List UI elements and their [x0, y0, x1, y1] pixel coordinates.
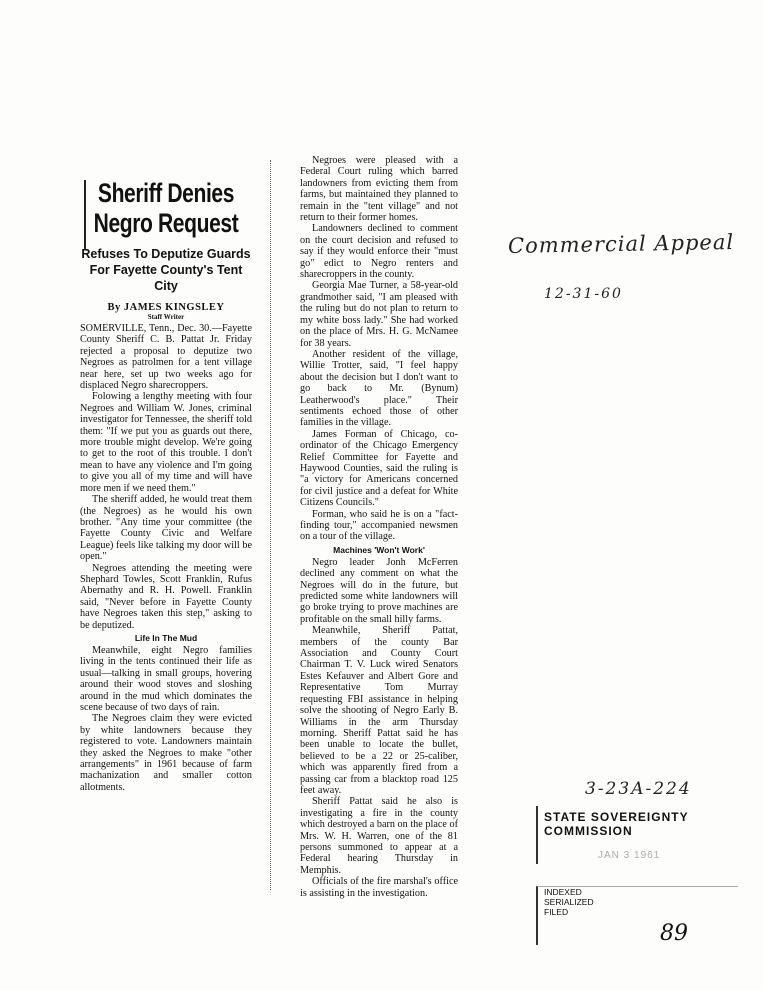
paragraph: Negro leader Jonh McFerren declined any comment on what the Negroes will do in the future, but predicted some white landowners will go broke trying to prove machines are profitable on the small hilly farms. [300, 556, 458, 625]
paragraph: The sheriff added, he would treat them (the Negroes) as he would his own brother. "Any time your committee (the Fayette County Civic and Welfare League) feels like talking my door will be open." [80, 494, 252, 563]
crosshead-machines: Machines 'Won't Work' [333, 544, 425, 555]
paragraph: Landowners declined to comment on the court decision and refused to say if they would enforce their "must go" edict to Negro renters and sharecroppers in the county. [300, 223, 458, 281]
paragraph: Another resident of the village, Willie Trotter, said, "I feel happy about the decision but I don't want to go back to Mr. (Bynum) Leatherwood's place." Their sentiments echoed those of other families in the village. [300, 348, 458, 429]
paragraph: James Forman of Chicago, co-ordinator of the Chicago Emergency Relief Committee for Fayette and Haywood Counties, said the ruling is "a victory for Americans concerned for civil justice and a defeat for White Citizens Councils." [300, 428, 458, 509]
column-1-body-b [80, 645, 252, 793]
handwritten-file-number: 3-23A-224 [585, 779, 692, 799]
paragraph: SOMERVILLE, Tenn., Dec. 30.—Fayette County Sheriff C. B. Pattat Jr. Friday rejected a proposal to deputize two Negroes as patrolmen for a tent village near here, set up two weeks ago for displaced Negro sharecroppers. [80, 323, 252, 392]
staff-label: Staff Writer [147, 313, 185, 321]
headline [83, 178, 248, 238]
paragraph: Negroes were pleased with a Federal Court ruling which barred landowners from evicting them from farms, but maintained they planned to remain in the "tent village" and not return to their former homes. [300, 155, 458, 224]
headline-line-1: Sheriff Denies [97, 178, 235, 208]
column-2-body [300, 155, 458, 543]
stamp-title: STATE SOVEREIGNTY COMMISSION [544, 810, 689, 838]
paragraph: Meanwhile, Sheriff Pattat, members of the county Bar Association and County Court Chairman T. V. Luck wired Senators Estes Kefauver and Albert Gore and Representative Tom Murray requesting FBI assistance in helping solve the shooting of Negro Early B. Williams in the arm Thursday morning. Sheriff Pattat said he has been unable to locate the bullet, believed to be a 22 or 25-caliber, which was apparently fired from a passing car from a blacktop road 125 feet away. [300, 625, 458, 796]
paragraph: The Negroes claim they were evicted by white landowners because they registered to vote. Landowners maintain they asked the Negroes to make "other arrangements" in 1961 because of farm machanization and smaller cotton allotments. [80, 713, 252, 793]
column-2-body-b [300, 557, 458, 899]
subheadline: Refuses To Deputize Guards For Fayette County's Tent City [81, 247, 251, 293]
article-column-1 [80, 172, 252, 793]
byline: By JAMES KINGSLEY [107, 302, 225, 313]
paragraph: Meanwhile, eight Negro families living in the tents continued their life as usual—talking in small groups, hovering around their wood stoves and sloshing around in the mud which dominates the scene because of two days of rain. [80, 644, 252, 713]
serial-number: 89 [660, 921, 688, 946]
paragraph: Officials of the fire marshal's office is assisting in the investigation. [300, 876, 458, 899]
paragraph: Folowing a lengthy meeting with four Negroes and William W. Jones, criminal investigator for Tennessee, the sheriff told them: "If we put you as guards out there, more trouble might develop. We're going to get to the root of this trouble. I don't mean to have any violence and I'm going to give you all of my time and will have more men if we need them." [80, 391, 252, 494]
handwritten-source: Commercial Appeal [507, 230, 735, 258]
paragraph: Sheriff Pattat said he also is investigating a fire in the county which destroyed a barn on the place of Mrs. W. H. Warren, one of the 81 persons summoned to appear at a Federal hearing Thursday in Memphis. [300, 796, 458, 876]
serialized-label: SERIALIZED [544, 897, 594, 907]
column-divider [270, 160, 271, 890]
headline-line-2: Negro Request [93, 208, 239, 238]
indexed-label: INDEXED [544, 887, 582, 897]
paragraph: Georgia Mae Turner, a 58-year-old grandmother said, "I am pleased with the ruling but do not plan to return to my white boss lady." She had worked on the place of Mrs. H. G. McNamee for 38 years. [300, 280, 458, 349]
paragraph: Negroes attending the meeting were Shephard Towles, Scott Franklin, Rufus Abernathy and R. H. Powell. Franklin said, "Never before in Fayette County have Negroes taken this step," asking to be deputized. [80, 562, 252, 631]
article-column-2 [300, 155, 458, 899]
stamp-date: JAN 3 1961 [598, 850, 661, 861]
crosshead-life-in-the-mud: Life In The Mud [134, 632, 198, 643]
filing-stamp [536, 886, 738, 945]
column-1-body [80, 323, 252, 631]
commission-stamp [536, 806, 738, 864]
filed-label: FILED [544, 907, 569, 917]
handwritten-date: 12-31-60 [544, 286, 623, 302]
paragraph: Forman, who said he is on a "fact-finding tour," accompanied newsmen on a tour of the village. [300, 508, 458, 543]
